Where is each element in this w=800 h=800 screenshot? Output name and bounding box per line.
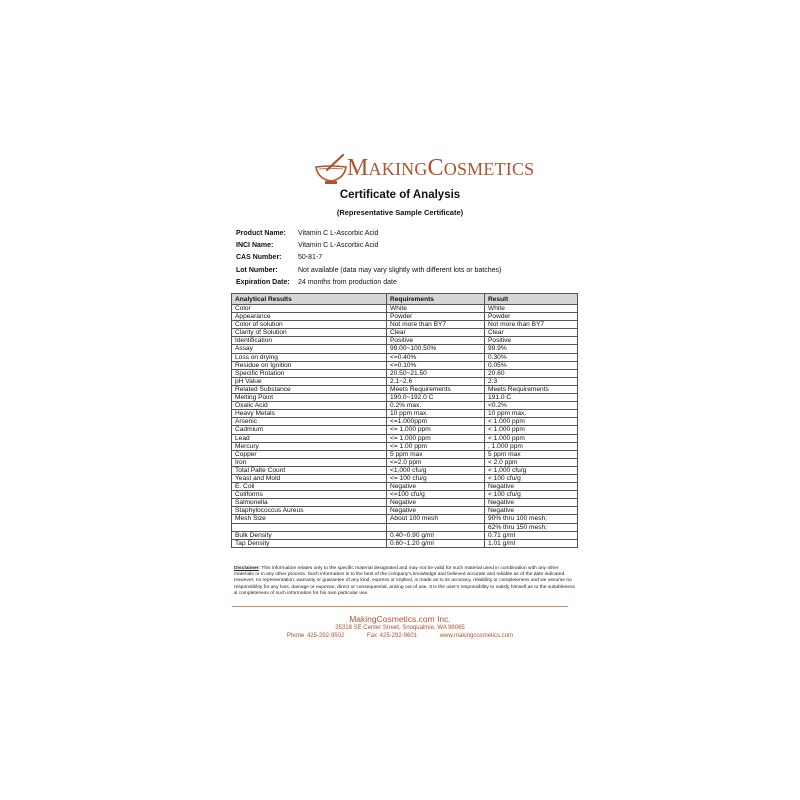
table-row xyxy=(232,361,578,369)
requirement-cell: Negative xyxy=(387,499,485,507)
footer-company: MakingCosmetics.com Inc. xyxy=(349,614,451,624)
makingcosmetics-logo xyxy=(313,150,535,190)
table-row xyxy=(232,418,578,426)
info-value: Vitamin C L-Ascorbic Acid xyxy=(298,229,379,237)
requirement-cell: Positive xyxy=(387,337,485,345)
result-cell: Clear xyxy=(485,329,578,337)
analysis-cell: Clarity of Solution xyxy=(232,329,387,337)
table-row xyxy=(232,507,578,515)
disclaimer xyxy=(234,566,579,597)
table-row xyxy=(232,321,578,329)
requirement-cell: <=0.40% xyxy=(387,353,485,361)
result-cell: Positive xyxy=(485,337,578,345)
disclaimer-text: : This information relates only to the specific material designated and may not be valid for such material used in combination with any other materials or in any other process. Such information is to the best of the company's knowledge and believed accurate and reliable as of the date indicated. However, no representation, warranty or guarantee of any kind, express or implied, is made as to its accuracy, reliability or completeness and we assume no responsibility for any loss, damage or expense, direct or consequential, arising out of use. It is the user's responsibility to satisfy himself,as to the suitableness & completeness of such information for his own particular use. xyxy=(234,566,576,596)
result-cell: 5 ppm max xyxy=(485,450,578,458)
analysis-cell: Mesh Size xyxy=(232,515,387,523)
result-cell: 99.9% xyxy=(485,345,578,353)
requirement-cell: White xyxy=(387,305,485,313)
info-label: INCI Name: xyxy=(236,241,274,249)
requirement-cell: <=2.0 ppm xyxy=(387,458,485,466)
table-row xyxy=(232,499,578,507)
table-row xyxy=(232,305,578,313)
analysis-cell: Staphylococcus Aureus xyxy=(232,507,387,515)
table-row xyxy=(232,410,578,418)
requirement-cell: 0.40~0.90 g/ml xyxy=(387,531,485,539)
analysis-cell: pH Value xyxy=(232,377,387,385)
analysis-cell: Specific Rotation xyxy=(232,369,387,377)
info-value: Vitamin C L-Ascorbic Acid xyxy=(298,241,379,249)
analysis-cell: Residue on Ignition xyxy=(232,361,387,369)
table-row xyxy=(232,483,578,491)
table-header-row xyxy=(232,294,578,305)
analysis-cell: Assay xyxy=(232,345,387,353)
requirement-cell: About 100 mesh xyxy=(387,515,485,523)
analysis-cell: Lead xyxy=(232,434,387,442)
table-row xyxy=(232,539,578,547)
info-label: Product Name: xyxy=(236,229,286,237)
analysis-cell: Color of solution xyxy=(232,321,387,329)
table-row xyxy=(232,466,578,474)
result-cell: < 2.0 ppm xyxy=(485,458,578,466)
document-subtitle: (Representative Sample Certificate) xyxy=(336,208,464,217)
result-cell: 2.3 xyxy=(485,377,578,385)
result-cell: 10 ppm max. xyxy=(485,410,578,418)
result-cell: 0.30% xyxy=(485,353,578,361)
table-row xyxy=(232,313,578,321)
requirement-cell: 0.60~1.20 g/ml xyxy=(387,539,485,547)
requirement-cell: Not more than BY7 xyxy=(387,321,485,329)
requirement-cell: <= 1.000 ppm xyxy=(387,434,485,442)
result-cell: < 100 cfu/g xyxy=(485,491,578,499)
result-cell: 20.60 xyxy=(485,369,578,377)
analysis-table xyxy=(231,293,578,548)
table-row xyxy=(232,385,578,393)
info-row-cas-number xyxy=(236,252,501,264)
analysis-cell: Related Substance xyxy=(232,385,387,393)
result-cell: < 1.000 ppm xyxy=(485,434,578,442)
analysis-cell: Cadmium xyxy=(232,426,387,434)
requirement-cell: 0.2% max. xyxy=(387,402,485,410)
analysis-cell: Melting Point xyxy=(232,394,387,402)
disclaimer-label: Disclaimer xyxy=(234,566,259,571)
requirement-cell: <1,000 cfu/g xyxy=(387,466,485,474)
analysis-cell: Heavy Metals xyxy=(232,410,387,418)
result-cell: Not more than BY7 xyxy=(485,321,578,329)
table-row xyxy=(232,345,578,353)
info-label: CAS Number: xyxy=(236,254,282,262)
table-row xyxy=(232,450,578,458)
requirement-cell: 5 ppm max xyxy=(387,450,485,458)
info-row-expiration-date xyxy=(236,276,501,288)
product-info xyxy=(236,227,501,288)
info-value: 24 months from production date xyxy=(298,278,397,286)
column-header: Result xyxy=(485,294,578,305)
table-row xyxy=(232,434,578,442)
document-title: Certificate of Analysis xyxy=(339,189,461,201)
requirement-cell: Negative xyxy=(387,507,485,515)
requirement-cell: 20.50~21.50 xyxy=(387,369,485,377)
analysis-cell: Color xyxy=(232,305,387,313)
logo-wordmark: MAKINGCOSMETICS xyxy=(347,155,535,181)
analysis-cell: Iron xyxy=(232,458,387,466)
table-row xyxy=(232,337,578,345)
result-cell: 0.71 g/ml xyxy=(485,531,578,539)
requirement-cell: <=1.000ppm xyxy=(387,418,485,426)
requirement-cell xyxy=(387,523,485,531)
table-row xyxy=(232,442,578,450)
requirement-cell: Meets Requirements xyxy=(387,385,485,393)
analysis-cell: Tap Density xyxy=(232,539,387,547)
result-cell: Negative xyxy=(485,499,578,507)
footer-fax: Fax 425-292-9601 xyxy=(366,633,418,639)
info-label: Expiration Date: xyxy=(236,278,290,286)
result-cell: < 100 cfu/g xyxy=(485,474,578,482)
result-cell: <0.2% xyxy=(485,402,578,410)
result-cell: Meets Requirements xyxy=(485,385,578,393)
column-header: Requirements xyxy=(387,294,485,305)
analysis-cell: Oxalic Acid xyxy=(232,402,387,410)
info-row-product-name xyxy=(236,227,501,239)
requirement-cell: 99.00~100.50% xyxy=(387,345,485,353)
requirement-cell: 10 ppm max. xyxy=(387,410,485,418)
result-cell: 0.05% xyxy=(485,361,578,369)
table-row xyxy=(232,377,578,385)
table-body xyxy=(232,305,578,548)
table-row xyxy=(232,329,578,337)
result-cell: < 1.000 ppm xyxy=(485,426,578,434)
result-cell: 62% thru 150 mesh; xyxy=(485,523,578,531)
result-cell: < 1.000 ppm xyxy=(485,418,578,426)
requirement-cell: Negative xyxy=(387,483,485,491)
column-header: Analytical Results xyxy=(232,294,387,305)
footer-divider xyxy=(232,606,568,607)
requirement-cell: <=100 cfu/g xyxy=(387,491,485,499)
analysis-cell: Appearance xyxy=(232,313,387,321)
table-row xyxy=(232,474,578,482)
result-cell: Negative xyxy=(485,507,578,515)
result-cell: White xyxy=(485,305,578,313)
requirement-cell: 2.1~2.6 xyxy=(387,377,485,385)
analysis-cell: Total Palte Count xyxy=(232,466,387,474)
table-row xyxy=(232,515,578,523)
table-row xyxy=(232,402,578,410)
analysis-cell: Identification xyxy=(232,337,387,345)
requirement-cell: 190.0~192.0 C xyxy=(387,394,485,402)
table-row xyxy=(232,426,578,434)
result-cell: 90% thru 100 mesh; xyxy=(485,515,578,523)
table-row xyxy=(232,353,578,361)
result-cell: 1.01 g/ml xyxy=(485,539,578,547)
result-cell: Powder xyxy=(485,313,578,321)
analysis-cell: Arsenic xyxy=(232,418,387,426)
analysis-cell: Copper xyxy=(232,450,387,458)
footer-web[interactable]: www.makingcosmetics.com xyxy=(439,633,514,639)
info-label: Lot Number: xyxy=(236,266,278,274)
table-row xyxy=(232,523,578,531)
info-value: 50-81-7 xyxy=(298,254,323,262)
result-cell: 191.0 C xyxy=(485,394,578,402)
footer-phone: Phone 425-292-9502 xyxy=(286,633,345,639)
mortar-pestle-icon xyxy=(313,152,349,186)
analysis-cell: Loss on drying xyxy=(232,353,387,361)
analysis-cell: Coliforms xyxy=(232,491,387,499)
analysis-cell: Mercury xyxy=(232,442,387,450)
table-row xyxy=(232,458,578,466)
analysis-cell: Salmonella xyxy=(232,499,387,507)
requirement-cell: <= 1.000 ppm xyxy=(387,426,485,434)
info-row-inci-name xyxy=(236,239,501,251)
footer-address: 35318 SE Center Street, Snoqualmie, WA 98065 xyxy=(335,625,465,631)
table-row xyxy=(232,394,578,402)
requirement-cell: <= 100 cfu/g xyxy=(387,474,485,482)
result-cell: , 1.000 ppm xyxy=(485,442,578,450)
result-cell: < 1,000 cfu/g xyxy=(485,466,578,474)
requirement-cell: Clear xyxy=(387,329,485,337)
table-row xyxy=(232,369,578,377)
info-row-lot-number xyxy=(236,264,501,276)
requirement-cell: <= 1.00 ppm xyxy=(387,442,485,450)
analysis-cell xyxy=(232,523,387,531)
requirement-cell: Powder xyxy=(387,313,485,321)
result-cell: Negative xyxy=(485,483,578,491)
requirement-cell: <=0.10% xyxy=(387,361,485,369)
table-row xyxy=(232,491,578,499)
analysis-cell: Yeast and Mold xyxy=(232,474,387,482)
info-value: Not available (data may vary slightly with different lots or batches) xyxy=(298,266,502,274)
table-row xyxy=(232,531,578,539)
footer-contacts xyxy=(0,633,800,639)
analysis-cell: E. Coli xyxy=(232,483,387,491)
analysis-cell: Bulk Density xyxy=(232,531,387,539)
